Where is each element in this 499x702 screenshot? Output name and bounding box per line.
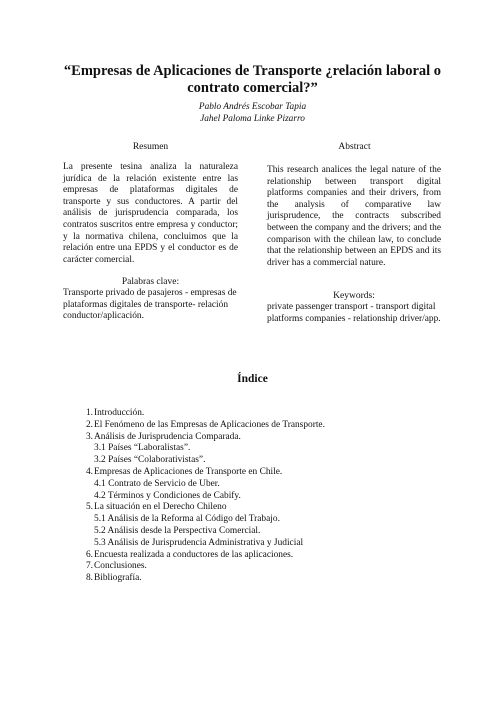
toc-item-number: 3. [85,431,93,442]
toc-item-label: 5.3 Análisis de Jurisprudencia Administrativa y Judicial [94,537,304,548]
keywords-heading: Keywords: [333,291,375,301]
toc-item-number [70,443,93,455]
resumen-heading: Resumen [132,142,169,152]
toc-item-number: 1. [85,408,93,418]
toc-item-label: Conclusiones. [94,561,147,572]
abstract-text: This research analices the legal nature of the relationship between transport digital platforms companies and their drivers, from the analysis of comparative law jurisprudence, the contracts subscribed between the company and the drivers; and the comparison with the chilean law, to conclude that the relationship between an EPDS and its driver has a commercial nature. [267,165,441,268]
toc-item-label: 5.2 Análisis desde la Perspectiva Comercial. [94,525,261,536]
indice-heading: Índice [237,373,268,385]
toc-item-number [70,514,93,526]
toc-item-label: Empresas de Aplicaciones de Transporte en Chile. [94,466,283,477]
toc-item [70,455,450,467]
toc-item [70,502,450,514]
toc-item-label: Encuesta realizada a conductores de las aplicaciones. [94,549,294,560]
toc-item-number: 6. [85,549,93,560]
toc-item [70,443,450,455]
toc-item [70,526,450,538]
document-title: “Empresas de Aplicaciones de Transporte ¿relación laboral o contrato comercial?” [63,63,442,96]
toc-item-label: El Fenómeno de las Empresas de Aplicaciones de Transporte. [94,419,325,430]
toc-item-label: 3.2 Países “Colaborativistas”. [94,455,206,466]
toc-item-number: 2. [85,419,93,430]
author-name: Pablo Andrés Escobar Tapia [198,102,307,112]
toc-item [70,479,450,491]
toc-item [70,408,450,420]
keywords-text: private passenger transport - transport digital platforms companies - relationship driver/app. [267,302,441,324]
toc-item [70,491,450,503]
authors-block [100,101,405,125]
toc-item [70,467,450,479]
toc-item [70,538,450,550]
toc-item-label: Análisis de Jurisprudencia Comparada. [94,431,241,442]
toc-item-number [70,526,93,538]
toc-item [70,420,450,432]
palabras-clave-heading: Palabras clave: [121,277,180,287]
toc-item-label: Bibliografía. [94,573,142,584]
toc-item-label: 4.1 Contrato de Servicio de Uber. [94,478,220,489]
toc-item [70,514,450,526]
author-name: Jahel Paloma Linke Pizarro [200,114,305,124]
toc-item-label: 5.1 Análisis de la Reforma al Código del Trabajo. [94,514,280,525]
toc-item-number [70,479,93,491]
toc-item-number: 4. [85,466,93,477]
table-of-contents [70,408,450,585]
toc-item-label: Introducción. [94,408,145,418]
toc-item [70,573,450,585]
abstract-heading: Abstract [338,142,371,152]
toc-item-label: 4.2 Términos y Condiciones de Cabify. [94,490,241,501]
toc-item [70,432,450,444]
toc-item-number: 8. [85,573,93,584]
toc-item-label: 3.1 Países “Laboralistas”. [94,443,191,454]
resumen-text: La presente tesina analiza la naturaleza jurídica de la relación existente entre las empresas de plataformas digitales de transporte y sus conductores. A partir del análisis de jurisprudencia comparada, los contratos suscritos entre empresa y conductor; y la normativa chilena, concluimos que la relación entre una EPDS y el conductor es de carácter comercial. [63,162,238,265]
toc-item [70,561,450,573]
toc-item-number: 7. [85,561,93,572]
palabras-clave-text: Transporte privado de pasajeros - empresas de plataformas digitales de transporte- relación conductor/aplicación. [63,288,237,322]
toc-item-number [70,538,93,550]
toc-item-number: 5. [85,502,93,513]
toc-item-number [70,455,93,467]
toc-item-label: La situación en el Derecho Chileno [94,502,227,513]
toc-item [70,550,450,562]
toc-item-number [70,491,93,503]
